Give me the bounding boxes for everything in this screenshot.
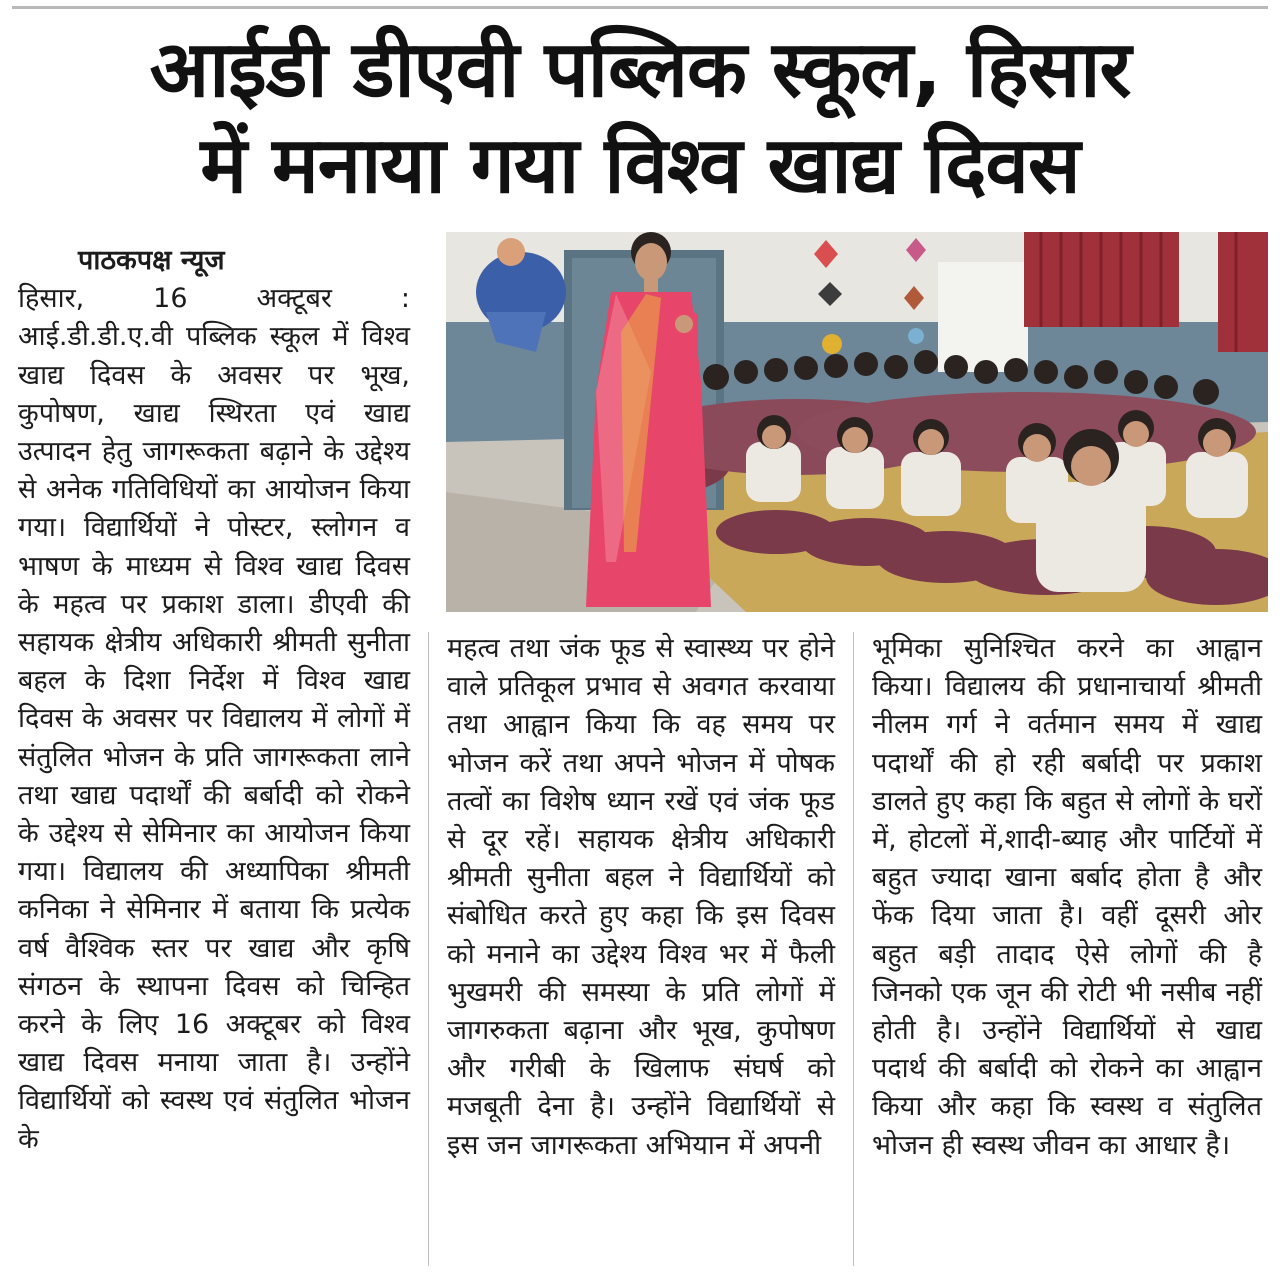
column-1-text: आई.डी.डी.ए.वी पब्लिक स्कूल में विश्व खाद्य दिवस के अवसर पर भूख, कुपोषण, खाद्य स्थिरता एवं खाद्य उत्पादन हेतु जागरूकता बढ़ाने के उद्देश्य से अनेक गतिविधियों का आयोजन किया गया। विद्यार्थियों ने पोस्टर, स्लोगन व भाषण के माध्यम से विश्व खाद्य दिवस के महत्व पर प्रकाश डाला। डीएवी की सहायक क्षेत्रीय अधिकारी श्रीमती सुनीता बहल के दिशा निर्देश में विश्व खाद्य दिवस के अवसर पर विद्यालय में लोगों में संतुलित भोजन के प्रति जागरूकता लाने तथा खाद्य पदार्थों की बर्बादी को रोकने के उद्देश्य से सेमिनार का आयोजन किया गया। विद्यालय की अध्यापिका श्रीमती कनिका ने सेमिनार में बताया कि प्रत्येक वर्ष वैश्विक स्तर पर खाद्य और कृषि संगठन के स्थापना दिवस को चिन्हित करने के लिए 16 अक्टूबर को विश्व खाद्य दिवस मनाया जाता है। उन्होंने विद्यार्थियों को स्वस्थ एवं संतुलित भोजन के	[18, 321, 410, 1155]
headline	[0, 22, 1280, 214]
column-divider-left	[428, 632, 429, 1266]
event-photo	[446, 232, 1268, 612]
dateline: हिसार, 16 अक्टूबर :	[18, 283, 410, 315]
article-column-2	[447, 630, 835, 1165]
article-column-3	[872, 630, 1262, 1165]
headline-line-2: में मनाया गया विश्व खाद्य दिवस	[200, 121, 1080, 211]
top-rule	[12, 6, 1268, 9]
column-3-text: भूमिका सुनिश्चित करने का आह्वान किया। विद्यालय की प्रधानाचार्या श्रीमती नीलम गर्ग ने वर्तमान समय में खाद्य पदार्थों की हो रही बर्बादी पर प्रकाश डालते हुए कहा कि बहुत से लोगों के घरों में, होटलों में,शादी-ब्याह और पार्टियों में बहुत ज्यादा खाना बर्बाद होता है और फेंक दिया जाता है। वहीं दूसरी ओर बहुत बड़ी तादाद ऐसे लोगों की है जिनको एक जून की रोटी भी नसीब नहीं होती है। उन्होंने विद्यार्थियों से खाद्य पदार्थ की बर्बादी को रोकने का आह्वान किया और कहा कि स्वस्थ व संतुलित भोजन ही स्वस्थ जीवन का आधार है।	[872, 633, 1262, 1161]
headline-line-1: आईडी डीएवी पब्लिक स्कूल, हिसार	[149, 25, 1131, 115]
article-column-1	[18, 242, 410, 1159]
column-2-text: महत्व तथा जंक फूड से स्वास्थ्य पर होने वाले प्रतिकूल प्रभाव से अवगत करवाया तथा आह्वान किया कि वह समय पर भोजन करें तथा अपने भोजन में पोषक तत्वों का विशेष ध्यान रखें एवं जंक फूड से दूर रहें। सहायक क्षेत्रीय अधिकारी श्रीमती सुनीता बहल ने विद्यार्थियों को संबोधित करते हुए कहा कि इस दिवस को मनाने का उद्देश्य विश्व भर में फैली भुखमरी की समस्या के प्रति लोगों में जागरुकता बढ़ाना और भूख, कुपोषण और गरीबी के खिलाफ संघर्ष को मजबूती देना है। उन्होंने विद्यार्थियों से इस जन जागरूकता अभियान में अपनी	[447, 633, 835, 1161]
seminar-photo-illustration	[446, 232, 1268, 612]
byline: पाठकपक्ष न्यूज	[78, 245, 225, 276]
column-divider-right	[853, 632, 854, 1266]
